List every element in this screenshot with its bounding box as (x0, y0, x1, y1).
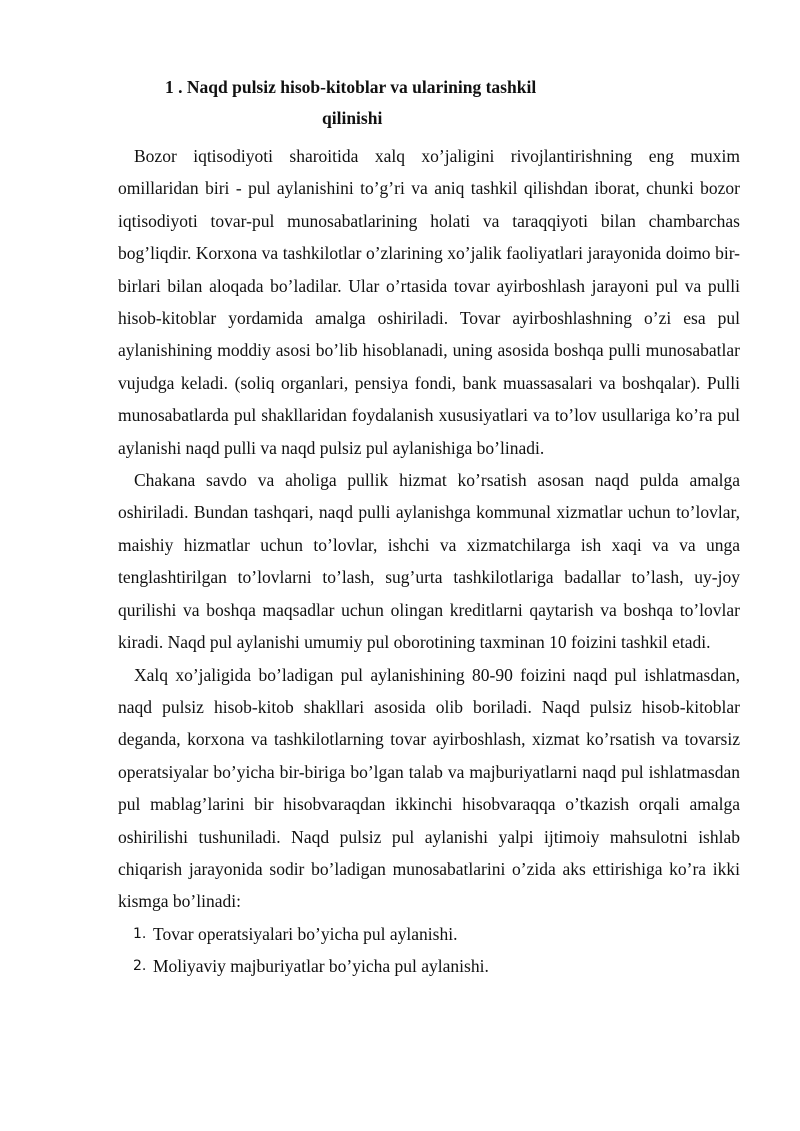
list-item (118, 918, 740, 950)
numbered-list (118, 918, 740, 983)
section-title-continuation: qilinishi (322, 108, 383, 128)
document-body (118, 140, 740, 983)
paragraph: Bozor iqtisodiyoti sharoitida xalq xo’jaligini rivojlantirishning eng muxim omillaridan biri - pul aylanishini to’g’ri va aniq tashkil qilishdan iborat, chunki bozor iqtisodiyoti tovar-pul munosabatlarining holati va taraqqiyoti bilan chambarchas bog’liqdir. Korxona va tashkilotlar o’zlarining xo’jalik faoliyatlari jarayonida doimo bir-birlari bilan aloqada bo’ladilar. Ular o’rtasida tovar ayirboshlash jarayoni pul va pulli hisob-kitoblar yordamida amalga oshiriladi. Tovar ayirboshlashning o’zi esa pul aylanishining moddiy asosi bo’lib hisoblanadi, uning asosida boshqa pulli munosabatlar vujudga keladi. (soliq organlari, pensiya fondi, bank muassasalari va boshqalar). Pulli munosabatlarda pul shakllaridan foydalanish xususiyatlari va to’lov usullariga ko’ra pul aylanishi naqd pulli va naqd pulsiz pul aylanishiga bo’linadi. (118, 146, 740, 458)
list-item-text: Moliyaviy majburiyatlar bo’yicha pul aylanishi. (153, 956, 489, 977)
paragraph: Xalq xo’jaligida bo’ladigan pul aylanishining 80-90 foizini naqd pul ishlatmasdan, naqd pulsiz hisob-kitob shakllari asosida olib boriladi. Naqd pulsiz hisob-kitoblar deganda, korxona va tashkilotlarning tovar ayirboshlash, xizmat ko’rsatish va tovarsiz operatsiyalar bo’yicha bir-biriga bo’lgan talab va majburiyatlarni naqd pul ishlatmasdan pul mablag’larini bir hisobvaraqdan ikkinchi hisobvaraqqa o’tkazish orqali amalga oshirilishi tushuniladi. Naqd pulsiz pul aylanishi yalpi ijtimoiy mahsulotni ishlab chiqarish jarayonida sodir bo’ladigan munosabatlarini o’zida aks ettirishiga ko’ra ikki kismga bo’linadi: (118, 664, 740, 912)
list-item-number: 1. (133, 925, 147, 942)
section-title: 1 . Naqd pulsiz hisob-kitoblar va ularining tashkil (165, 77, 537, 97)
list-item (118, 950, 740, 982)
paragraph: Chakana savdo va aholiga pullik hizmat ko’rsatish asosan naqd pulda amalga oshiriladi. Bundan tashqari, naqd pulli aylanishga kommunal xizmatlar uchun to’lovlar, maishiy hizmatlar uchun to’lovlar, ishchi va xizmatchilarga ish xaqi va va unga tenglashtirilgan to’lovlarni to’lash, sug’urta tashkilotlariga badallar to’lash, uy-joy qurilishi va boshqa maqsadlar uchun olingan kreditlarni qaytarish va boshqa to’lovlar kiradi. Naqd pul aylanishi umumiy pul oborotining taxminan 10 foizini tashkil etadi. (118, 470, 740, 653)
list-item-number: 2. (133, 958, 147, 975)
list-item-text: Tovar operatsiyalari bo’yicha pul aylanishi. (153, 923, 458, 944)
